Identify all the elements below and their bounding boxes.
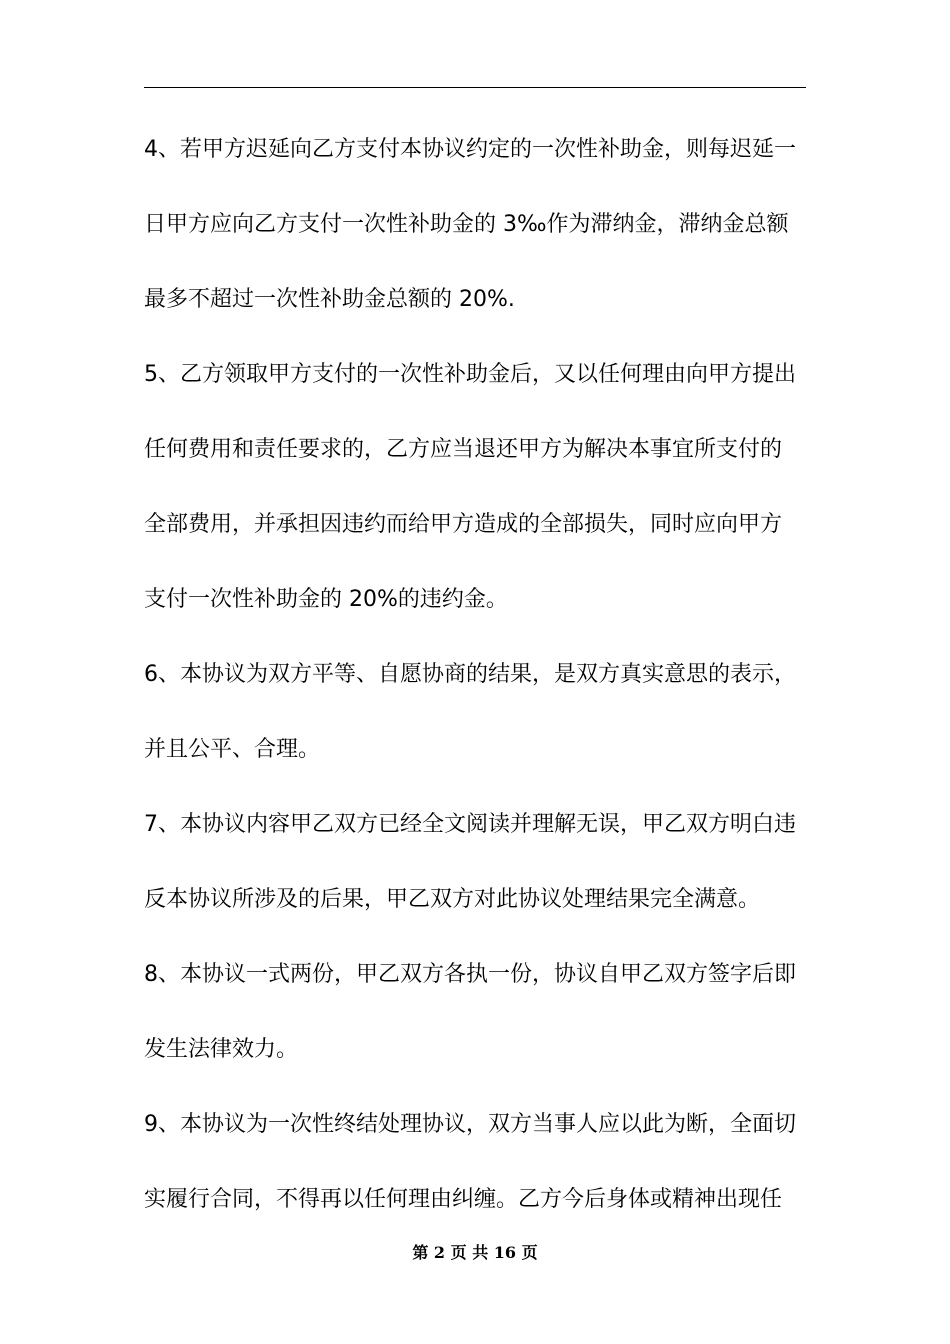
text-line: 9、本协议为一次性终结处理协议，双方当事人应以此为断，全面切 bbox=[144, 1112, 796, 1137]
text-line: 并且公平、合理。 bbox=[144, 737, 321, 762]
text-line: 6、本协议为双方平等、自愿协商的结果，是双方真实意思的表示， bbox=[144, 662, 796, 687]
text-line: 全部费用，并承担因违约而给甲方造成的全部损失，同时应向甲方 bbox=[144, 512, 783, 537]
text-line: 任何费用和责任要求的，乙方应当退还甲方为解决本事宜所支付的 bbox=[144, 437, 783, 462]
text-line: 日甲方应向乙方支付一次性补助金的 3‰作为滞纳金，滞纳金总额 bbox=[144, 212, 789, 237]
text-line: 最多不超过一次性补助金总额的 20%. bbox=[144, 287, 515, 312]
text-line: 5、乙方领取甲方支付的一次性补助金后，又以任何理由向甲方提出 bbox=[144, 362, 796, 387]
text-line: 4、若甲方迟延向乙方支付本协议约定的一次性补助金，则每迟延一 bbox=[144, 137, 796, 162]
text-line: 支付一次性补助金的 20%的违约金。 bbox=[144, 587, 508, 612]
page-number: 第 2 页 共 16 页 bbox=[412, 1243, 538, 1262]
text-line: 8、本协议一式两份，甲乙双方各执一份，协议自甲乙双方签字后即 bbox=[144, 962, 796, 987]
text-line: 7、本协议内容甲乙双方已经全文阅读并理解无误，甲乙双方明白违 bbox=[144, 812, 796, 837]
text-line: 实履行合同，不得再以任何理由纠缠。乙方今后身体或精神出现任 bbox=[144, 1187, 783, 1212]
header-divider bbox=[144, 87, 806, 88]
text-line: 反本协议所涉及的后果，甲乙双方对此协议处理结果完全满意。 bbox=[144, 887, 761, 912]
document-body bbox=[144, 112, 812, 1237]
text-line: 发生法律效力。 bbox=[144, 1037, 299, 1062]
